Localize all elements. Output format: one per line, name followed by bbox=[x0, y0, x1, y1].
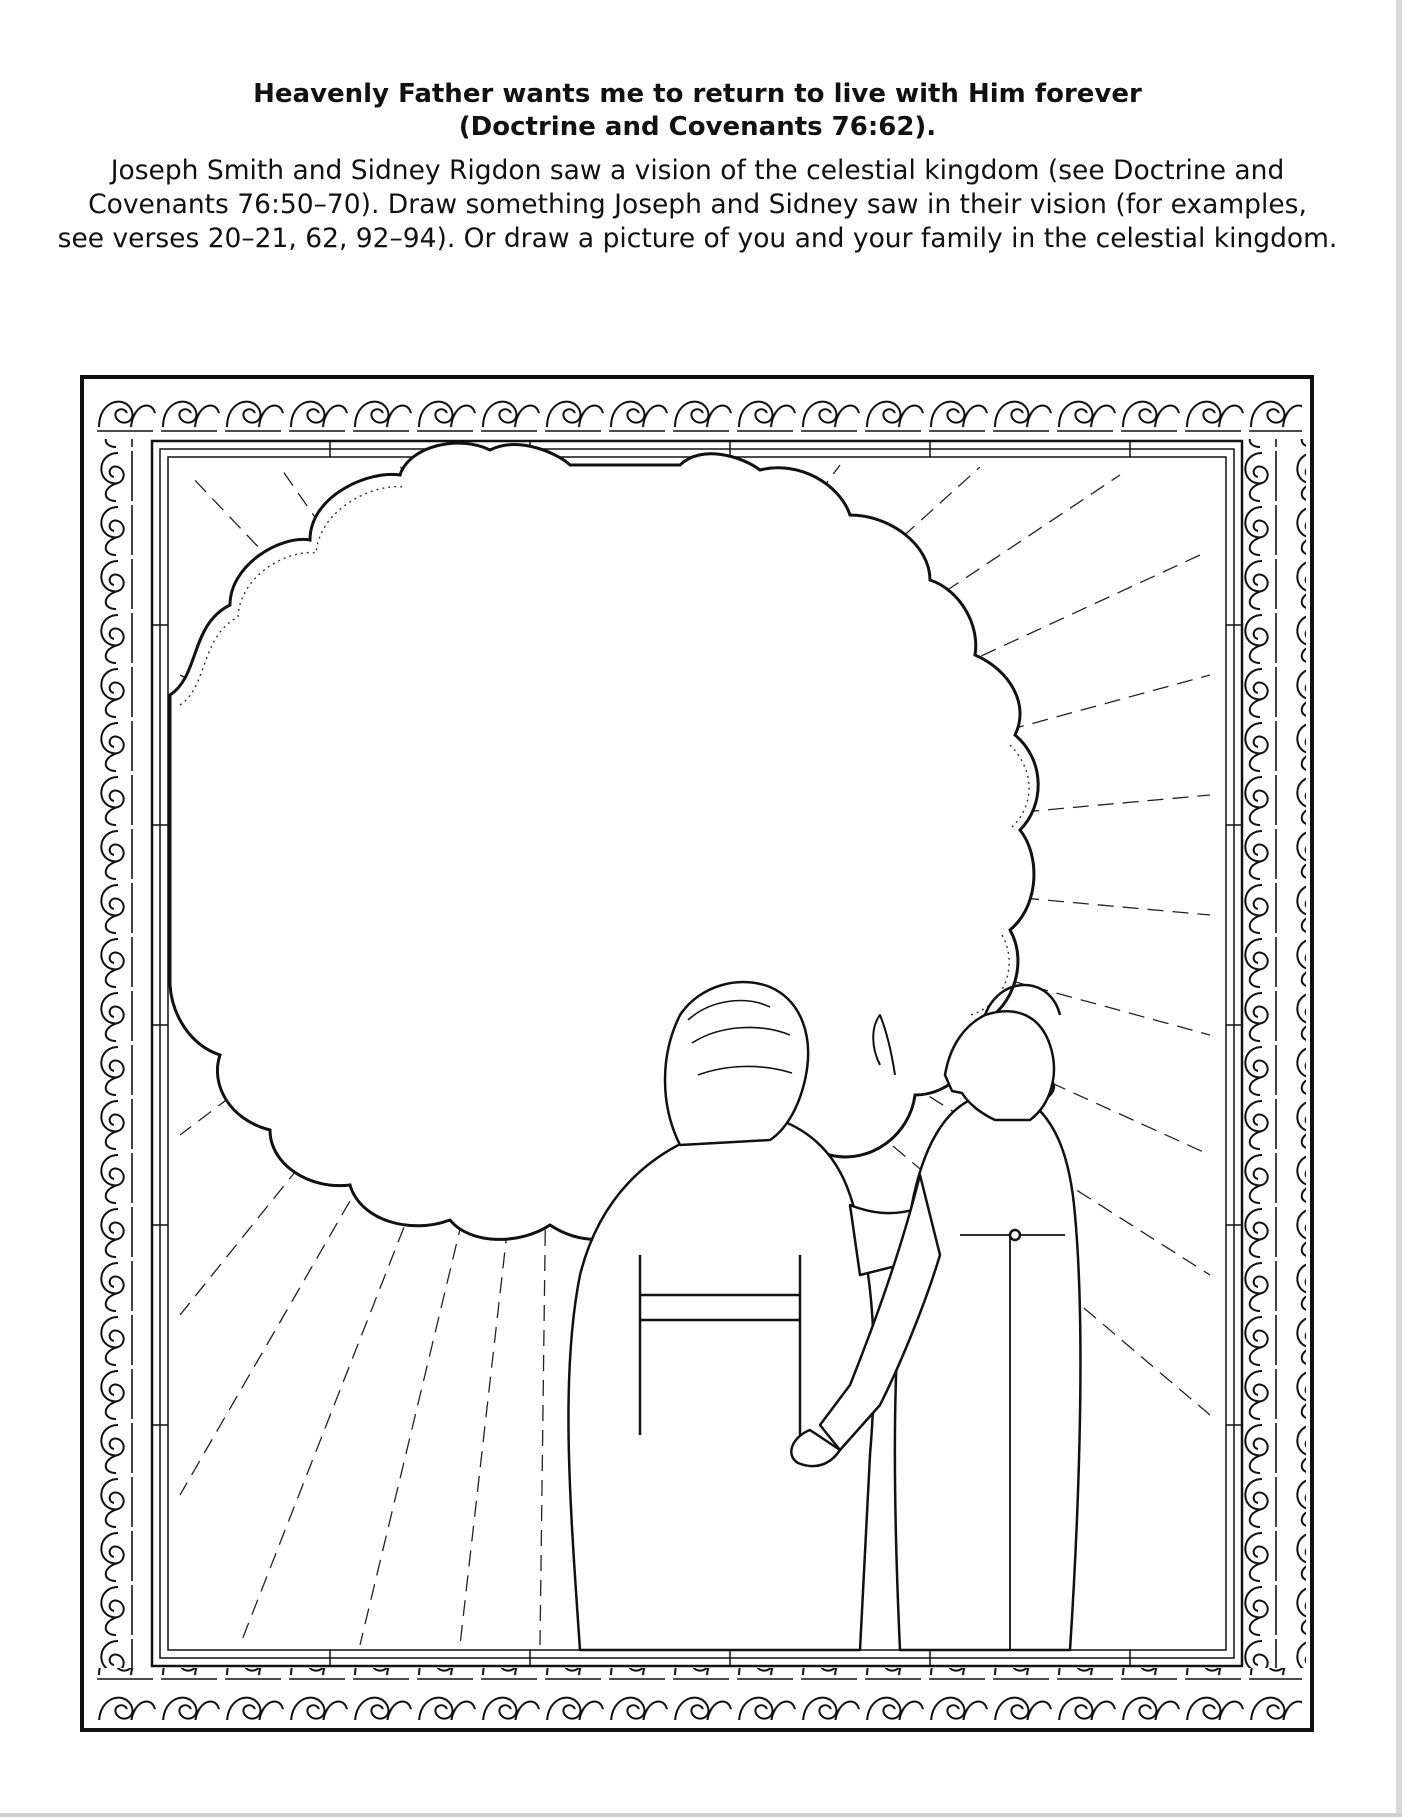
right-scroll-border bbox=[1244, 439, 1306, 1668]
instructions-line-1: Joseph Smith and Sidney Rigdon saw a vision of the celestial kingdom (see Doctrine and bbox=[110, 155, 1285, 186]
instructions bbox=[0, 154, 1395, 256]
vision-cloud bbox=[170, 443, 1038, 1239]
page-title-line-2: (Doctrine and Covenants 76:62). bbox=[458, 112, 937, 142]
top-scroll-border bbox=[92, 387, 1302, 439]
page-edge-shadow bbox=[1396, 0, 1402, 1817]
page-title-line-1: Heavenly Father wants me to return to live with Him forever bbox=[253, 79, 1142, 109]
page-bottom-edge bbox=[0, 1813, 1402, 1817]
page-header bbox=[0, 78, 1395, 256]
left-scroll-border bbox=[88, 439, 150, 1668]
instructions-line-3: see verses 20–21, 62, 92–94). Or draw a picture of you and your family in the celestial kingdom. bbox=[57, 223, 1338, 254]
instructions-line-2: Covenants 76:50–70). Draw something Joseph and Sidney saw in their vision (for examples, bbox=[88, 189, 1307, 220]
coloring-illustration bbox=[80, 375, 1314, 1732]
bottom-scroll-border bbox=[92, 1668, 1302, 1720]
